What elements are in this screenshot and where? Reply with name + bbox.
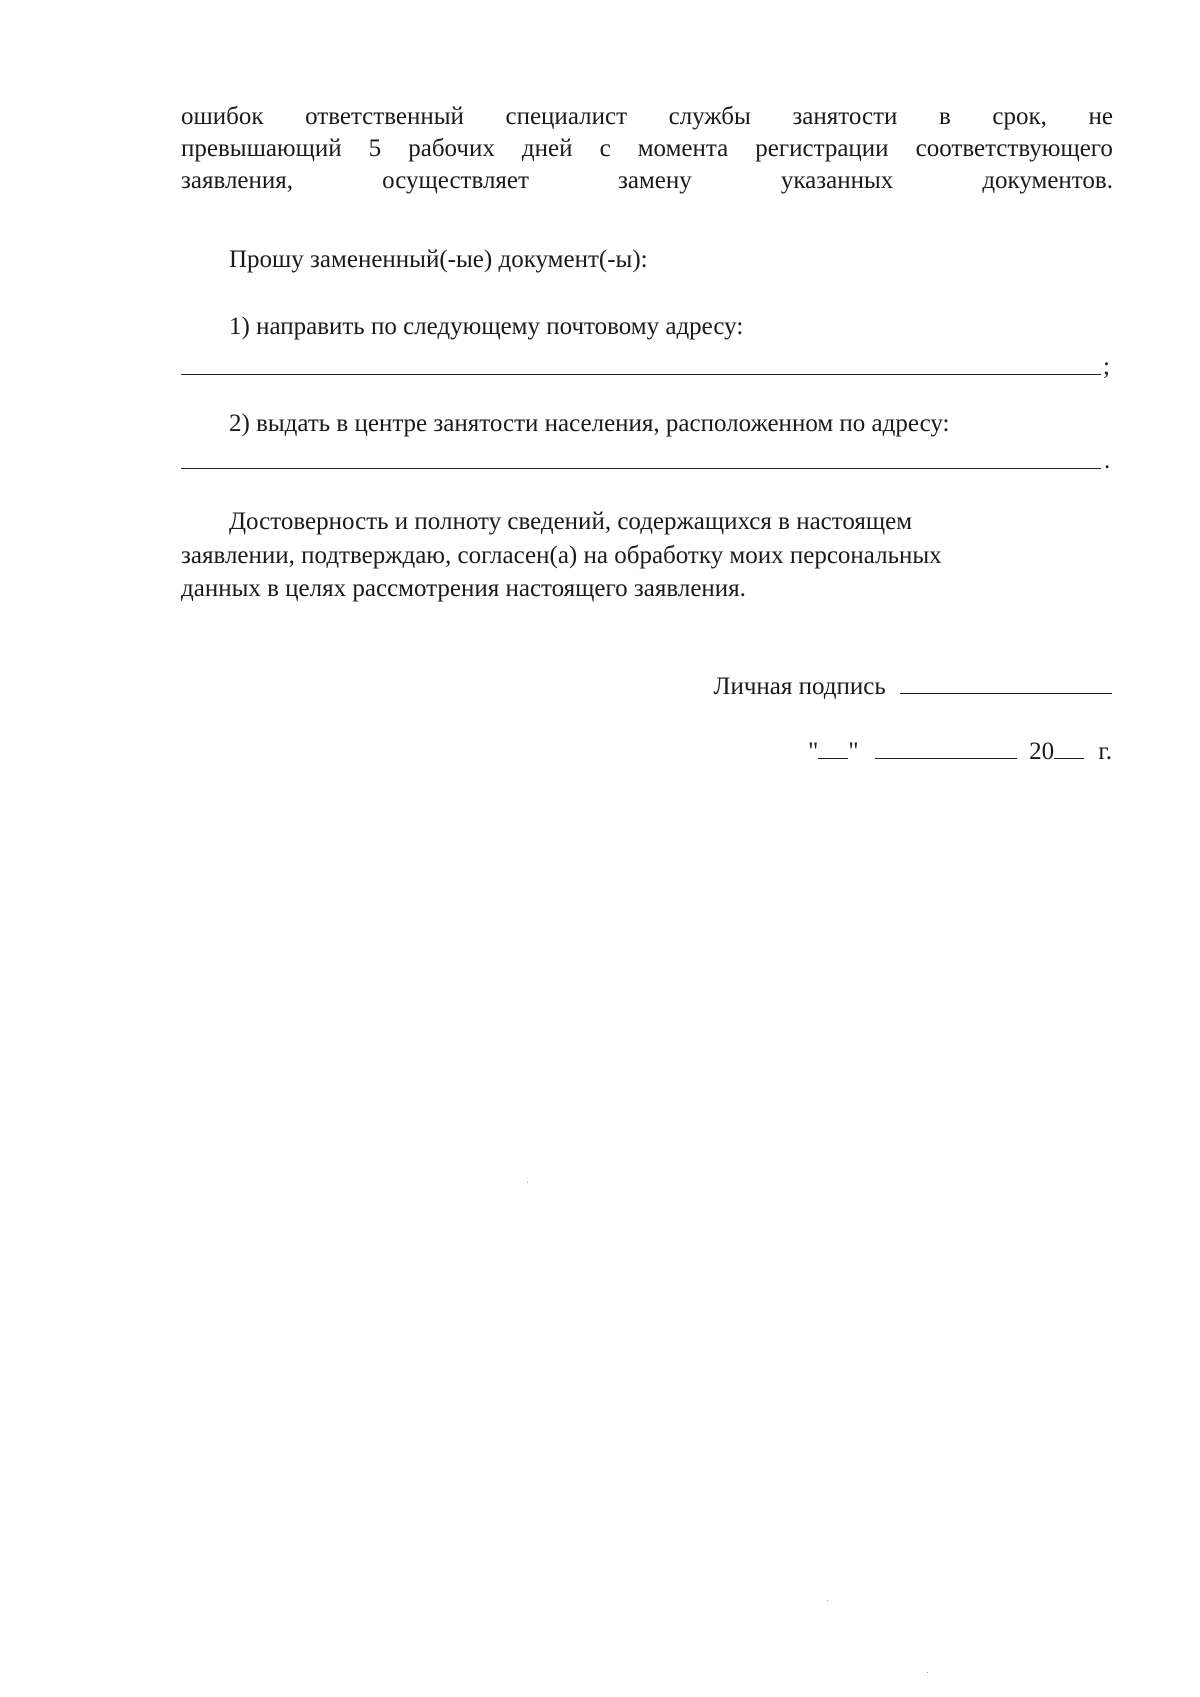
intro-word: специалист (505, 103, 628, 130)
intro-line-3 (181, 166, 1113, 196)
intro-line-1 (181, 102, 1113, 132)
intro-word: превышающий (181, 135, 342, 162)
date-year-suffix: г. (1098, 738, 1112, 765)
scan-speck (927, 1672, 928, 1673)
intro-word: срок, (992, 103, 1047, 130)
option-2-text: 2) выдать в центре занятости населения, расположенном по адресу: (229, 410, 950, 437)
signature-label: Личная подпись (713, 673, 886, 700)
consent-line-1: Достоверность и полноту сведений, содержащихся в настоящем (229, 508, 913, 535)
consent-line-2: заявлении, подтверждаю, согласен(а) на обработку моих персональных (181, 542, 942, 569)
intro-word: регистрации (755, 135, 889, 162)
intro-word: указанных (780, 167, 894, 194)
intro-word: момента (637, 135, 729, 162)
intro-word: документов. (982, 167, 1113, 194)
intro-word: ответственный (305, 103, 464, 130)
intro-word: не (1088, 103, 1113, 130)
intro-word: заявления, (181, 167, 294, 194)
option-1-text: 1) направить по следующему почтовому адресу: (229, 313, 744, 340)
postal-address-field[interactable] (181, 374, 1101, 375)
intro-word: рабочих (408, 135, 495, 162)
intro-line-2 (181, 134, 1113, 164)
date-day-field[interactable] (818, 736, 848, 759)
intro-word: в (938, 103, 951, 130)
consent-line-3: данных в целях рассмотрения настоящего заявления. (181, 575, 746, 602)
employment-center-address-field[interactable] (181, 468, 1101, 469)
scan-speck (827, 1600, 828, 1601)
signature-row (713, 671, 1112, 702)
intro-word: ошибок (181, 103, 264, 130)
intro-word: дней (521, 135, 573, 162)
intro-word: 5 (368, 135, 382, 162)
request-heading: Прошу замененный(-ые) документ(-ы): (229, 246, 648, 273)
option-1-end-mark: ; (1103, 353, 1110, 380)
signature-field[interactable] (900, 671, 1112, 694)
intro-word: замену (618, 167, 692, 194)
date-year-field[interactable] (1054, 736, 1084, 759)
intro-word: осуществляет (382, 167, 529, 194)
date-month-field[interactable] (875, 736, 1017, 759)
intro-word: занятости (792, 103, 898, 130)
date-row (808, 736, 1112, 767)
date-year-prefix: 20 (1029, 738, 1055, 765)
date-open-quote: " (808, 738, 819, 765)
option-2-end-mark: . (1104, 447, 1111, 474)
scan-speck (527, 1182, 528, 1183)
intro-word: службы (668, 103, 751, 130)
intro-word: соответствующего (915, 135, 1113, 162)
intro-word: с (599, 135, 611, 162)
date-close-quote: " (848, 738, 859, 765)
